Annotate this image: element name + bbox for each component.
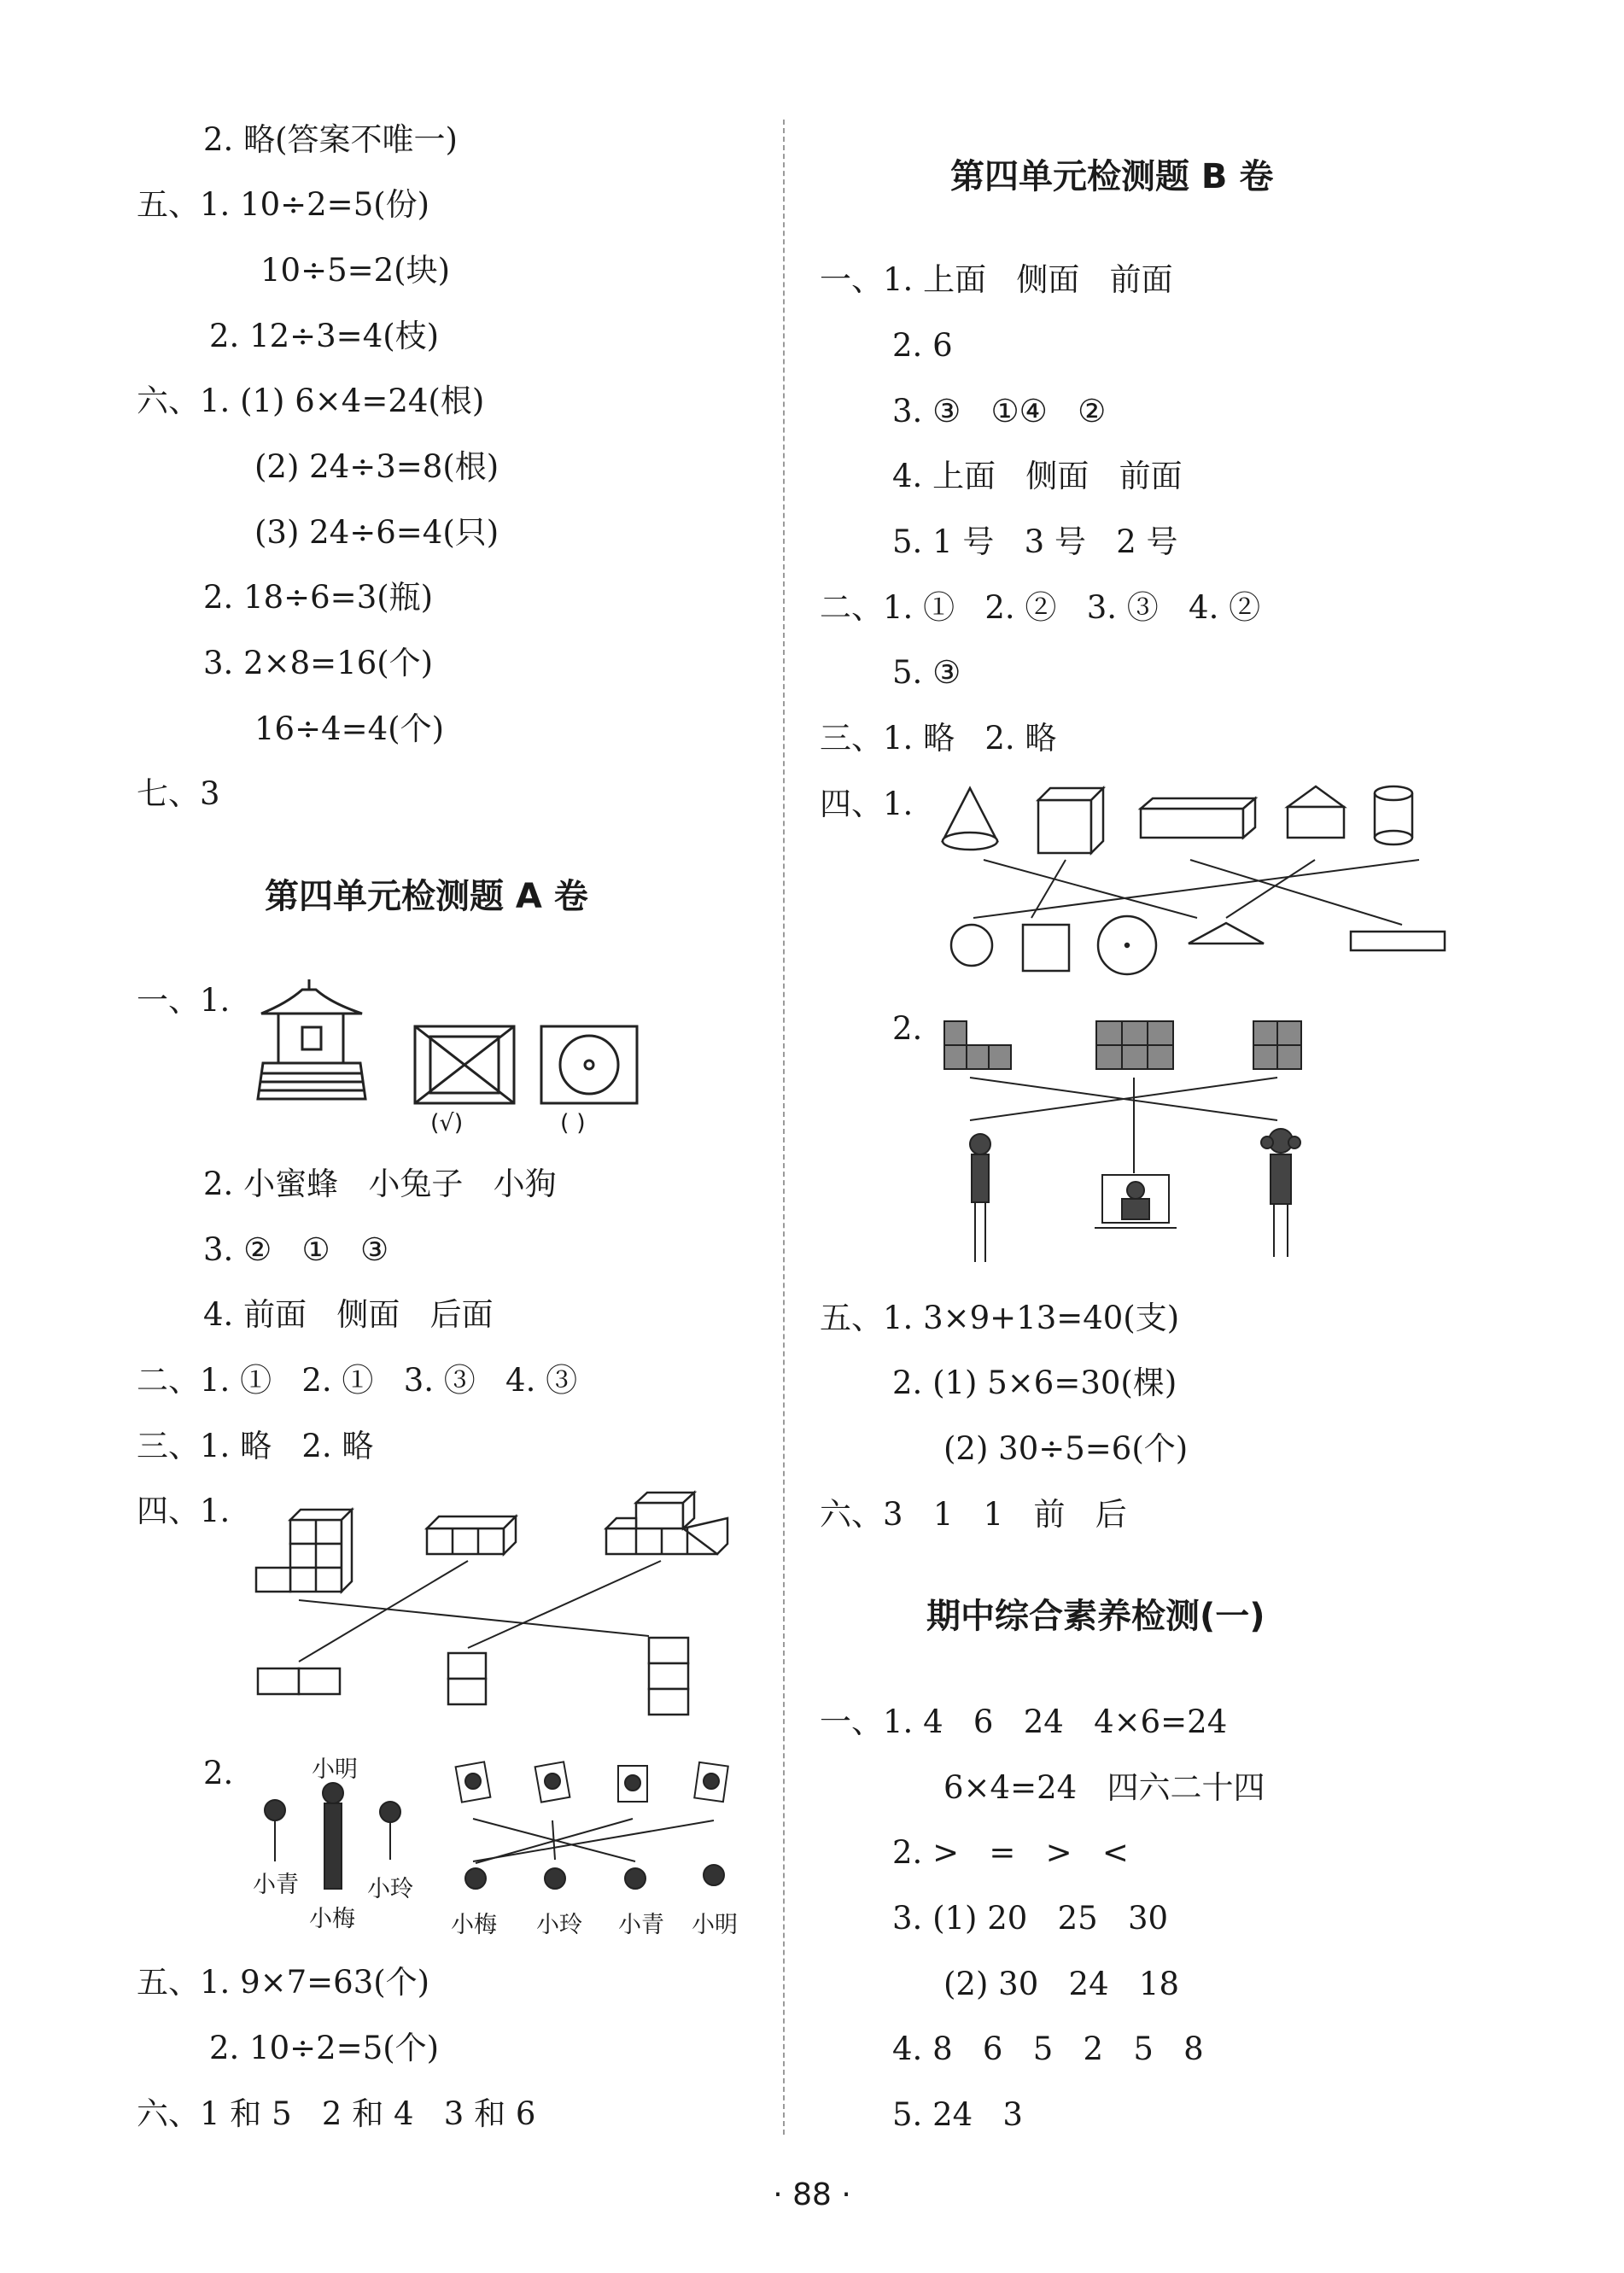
answer-line: 2. (1) 5×6=30(棵) (892, 1364, 1177, 1401)
answer-line: 三、1. 略 2. 略 (820, 720, 1057, 757)
answer-line: 2. 10÷2=5(个) (209, 2030, 440, 2066)
answer-line: 六、1. (1) 6×4=24(根) (137, 383, 485, 419)
view-label: 小明 (692, 1912, 738, 1938)
check-mark-answer: (√) (430, 1110, 464, 1136)
question-number: 一、1. (137, 982, 231, 1019)
kid-label-ming: 小明 (312, 1756, 358, 1783)
left-column (0, 0, 777, 2273)
kid-label-mei: 小梅 (309, 1906, 355, 1932)
answer-line: 六、3 1 1 前 后 (820, 1496, 1127, 1533)
answer-line: 3. ② ① ③ (203, 1231, 389, 1268)
section-title-midterm: 期中综合素养检测(一) (926, 1597, 1265, 1636)
answer-line: 三、1. 略 2. 略 (137, 1428, 374, 1464)
answer-line: 2. 小蜜蜂 小兔子 小狗 (203, 1166, 557, 1202)
question-number: 四、1. (137, 1493, 231, 1529)
solids-matching-figure (936, 781, 1542, 978)
section-title-a: 第四单元检测题 A 卷 (265, 877, 588, 916)
answer-line: 一、1. 4 6 24 4×6=24 (820, 1703, 1228, 1740)
view-label: 小梅 (451, 1912, 497, 1938)
views-matching-figure (936, 1014, 1414, 1271)
answer-line: 16÷4=4(个) (254, 710, 445, 747)
page-number: · 88 · (773, 2177, 851, 2212)
top-view-cross-figure (413, 1025, 516, 1105)
answer-line: 五、1. 9×7=63(个) (137, 1964, 430, 2001)
answer-line: 5. 24 3 (892, 2096, 1023, 2133)
answer-line: 二、1. ① 2. ① 3. ③ 4. ③ (137, 1362, 578, 1399)
kid-label-qing: 小青 (253, 1872, 299, 1898)
answer-line: 4. 8 6 5 2 5 8 (892, 2031, 1204, 2067)
answer-line: 6×4=24 四六二十四 (943, 1769, 1265, 1806)
column-divider (783, 120, 785, 2135)
answer-line: 5. ③ (892, 654, 961, 691)
answer-line: 五、1. 3×9+13=40(支) (820, 1300, 1180, 1336)
section-title-b: 第四单元检测题 B 卷 (950, 157, 1274, 196)
answer-line: 二、1. ① 2. ② 3. ③ 4. ② (820, 589, 1261, 626)
cube-matching-figure (248, 1486, 760, 1733)
answer-line: 一、1. 上面 侧面 前面 (820, 261, 1173, 298)
answer-line: 2. 略(答案不唯一) (203, 121, 458, 158)
empty-mark-answer: ( ) (560, 1110, 586, 1136)
answer-line: 2. 6 (892, 327, 953, 364)
question-number: 四、1. (820, 786, 914, 822)
answer-line: 4. 上面 侧面 前面 (892, 458, 1183, 494)
right-column (794, 0, 1624, 2273)
answer-line: 六、1 和 5 2 和 4 3 和 6 (137, 2095, 536, 2132)
answer-line: 五、1. 10÷2=5(份) (137, 186, 430, 223)
answer-line: 3. (1) 20 25 30 (892, 1900, 1169, 1937)
question-number: 2. (203, 1755, 234, 1791)
question-number: 2. (892, 1010, 923, 1047)
top-view-circle-figure (540, 1025, 639, 1105)
view-label: 小玲 (536, 1912, 582, 1938)
answer-line: 10÷5=2(块) (260, 252, 451, 289)
answer-line: (2) 24÷3=8(根) (254, 448, 499, 485)
answer-line: 2. > = > < (892, 1834, 1129, 1871)
answer-line: 七、3 (137, 775, 220, 812)
answer-line: (2) 30 24 18 (943, 1966, 1179, 2002)
answer-line: 3. ③ ①④ ② (892, 393, 1107, 429)
answer-line: 4. 前面 侧面 后面 (203, 1296, 494, 1333)
pavilion-figure (253, 978, 372, 1104)
answer-line: 2. 18÷6=3(瓶) (203, 579, 434, 616)
answer-line: 3. 2×8=16(个) (203, 645, 434, 681)
kid-label-ling: 小玲 (367, 1876, 413, 1902)
view-label: 小青 (618, 1912, 664, 1938)
answer-line: 5. 1 号 3 号 2 号 (892, 523, 1178, 560)
answer-line: (3) 24÷6=4(只) (254, 514, 499, 551)
answer-line: 2. 12÷3=4(枝) (209, 318, 440, 354)
answer-line: (2) 30÷5=6(个) (943, 1430, 1189, 1467)
